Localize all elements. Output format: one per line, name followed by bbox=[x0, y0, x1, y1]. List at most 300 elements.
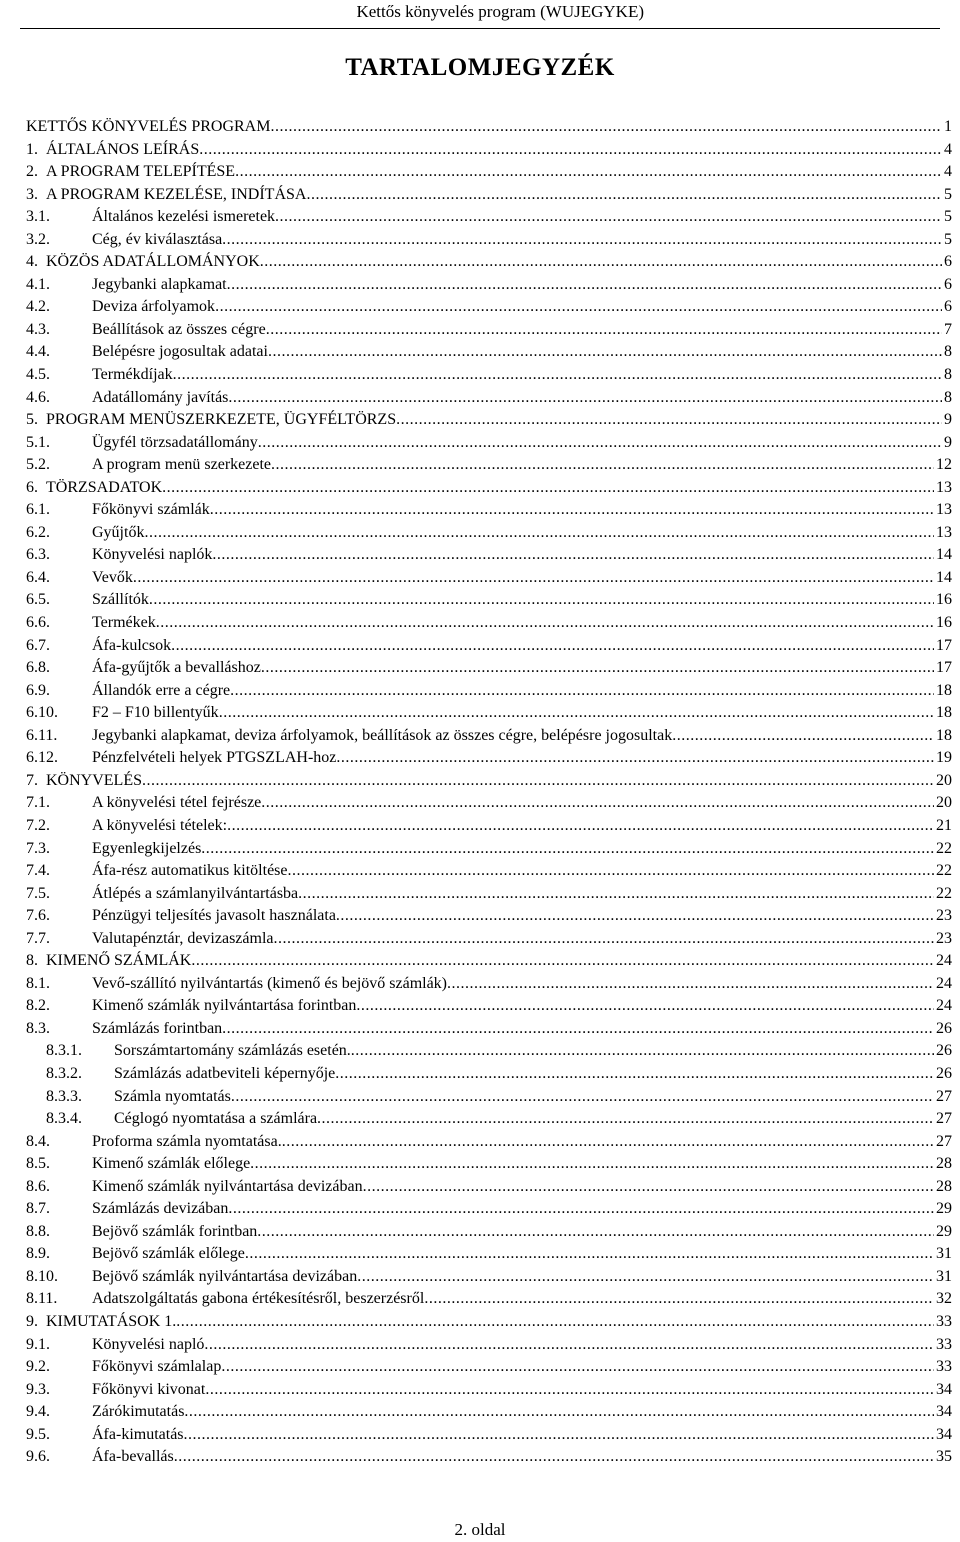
toc-dot-leader bbox=[174, 1446, 934, 1469]
toc-dot-leader bbox=[184, 1424, 934, 1447]
toc-entry-page: 26 bbox=[936, 1042, 952, 1060]
page-number: 2. oldal bbox=[454, 1520, 506, 1539]
toc-entry[interactable] bbox=[26, 274, 952, 297]
toc-entry[interactable] bbox=[26, 251, 952, 274]
toc-entry-title: Állandók erre a cégre bbox=[92, 681, 231, 699]
toc-entry-title: KETTŐS KÖNYVELÉS PROGRAM bbox=[26, 118, 271, 135]
toc-entry-page: 4 bbox=[944, 140, 952, 158]
toc-entry-number: 9.5. bbox=[26, 1425, 50, 1443]
toc-dot-leader bbox=[191, 950, 934, 973]
toc-entry-number: 9. bbox=[26, 1312, 38, 1330]
toc-entry-page: 34 bbox=[936, 1380, 952, 1398]
toc-entry[interactable] bbox=[26, 747, 952, 770]
toc-entry-page: 35 bbox=[936, 1448, 952, 1466]
toc-entry-page: 5 bbox=[944, 208, 952, 226]
toc-entry-title: Ügyfél törzsadatállomány bbox=[92, 433, 258, 451]
toc-entry-title: Gyűjtők bbox=[92, 523, 145, 541]
toc-dot-leader bbox=[250, 1153, 934, 1176]
toc-dot-leader bbox=[230, 680, 934, 703]
toc-entry[interactable] bbox=[26, 680, 952, 703]
toc-entry-title: A PROGRAM KEZELÉSE, INDÍTÁSA bbox=[46, 185, 307, 203]
toc-dot-leader bbox=[672, 725, 934, 748]
toc-entry-page: 32 bbox=[936, 1290, 952, 1308]
toc-entry-number: 8.7. bbox=[26, 1200, 50, 1218]
toc-entry-page: 33 bbox=[936, 1312, 952, 1330]
toc-entry-number: 8.3.4. bbox=[46, 1110, 82, 1128]
toc-entry-page: 12 bbox=[936, 456, 952, 474]
toc-entry-page: 21 bbox=[936, 816, 952, 834]
toc-entry-title: PROGRAM MENÜSZERKEZETE, ÜGYFÉLTÖRZS bbox=[46, 411, 397, 429]
toc-entry-title: Cég, év kiválasztása bbox=[92, 230, 223, 248]
toc-entry[interactable] bbox=[26, 229, 952, 252]
toc-dot-leader bbox=[235, 161, 942, 184]
toc-entry-number: 7.6. bbox=[26, 907, 50, 925]
toc-entry-number: 6.7. bbox=[26, 636, 50, 654]
toc-entry[interactable] bbox=[26, 1266, 952, 1289]
toc-entry-number: 8.4. bbox=[26, 1132, 50, 1150]
toc-entry-page: 26 bbox=[936, 1064, 952, 1082]
toc-entry-title: Adatszolgáltatás gabona értékesítésről, beszerzésről bbox=[92, 1290, 425, 1308]
toc-entry-page: 4 bbox=[944, 163, 952, 181]
toc-dot-leader bbox=[356, 995, 934, 1018]
toc-entry[interactable] bbox=[26, 1243, 952, 1266]
toc-dot-leader bbox=[227, 274, 942, 297]
toc-dot-leader bbox=[288, 860, 935, 883]
toc-entry[interactable] bbox=[26, 522, 952, 545]
toc-dot-leader bbox=[261, 792, 934, 815]
toc-entry[interactable] bbox=[26, 409, 952, 432]
toc-entry-number: 5.2. bbox=[26, 456, 50, 474]
toc-entry-number: 4. bbox=[26, 253, 38, 271]
toc-entry[interactable] bbox=[26, 1379, 952, 1402]
toc-dot-leader bbox=[273, 928, 934, 951]
toc-entry-title: A könyvelési tételek: bbox=[92, 816, 228, 834]
toc-entry-title: Bejövő számlák forintban bbox=[92, 1222, 258, 1240]
toc-entry-number: 6.1. bbox=[26, 501, 50, 519]
toc-dot-leader bbox=[257, 1221, 934, 1244]
toc-entry[interactable] bbox=[26, 928, 952, 951]
toc-dot-leader bbox=[219, 702, 934, 725]
toc-entry[interactable] bbox=[26, 1153, 952, 1176]
toc-entry[interactable] bbox=[26, 296, 952, 319]
toc-entry-number: 6.8. bbox=[26, 659, 50, 677]
toc-entry[interactable] bbox=[26, 364, 952, 387]
toc-entry-number: 4.4. bbox=[26, 343, 50, 361]
toc-entry-number: 7.5. bbox=[26, 884, 50, 902]
toc-dot-leader bbox=[231, 1086, 934, 1109]
toc-entry-title: Bejövő számlák előlege bbox=[92, 1245, 245, 1263]
toc-entry-number: 4.6. bbox=[26, 388, 50, 406]
toc-entry-number: 9.1. bbox=[26, 1335, 50, 1353]
toc-entry-title: TÖRZSADATOK bbox=[46, 478, 163, 496]
toc-entry-number: 8.11. bbox=[26, 1290, 58, 1308]
toc-entry-page: 7 bbox=[944, 320, 952, 338]
toc-entry[interactable] bbox=[26, 184, 952, 207]
toc-entry-title: Számlázás adatbeviteli képernyője bbox=[114, 1064, 336, 1082]
toc-entry-number: 9.6. bbox=[26, 1448, 50, 1466]
toc-entry[interactable] bbox=[26, 883, 952, 906]
toc-entry-page: 1 bbox=[944, 118, 952, 135]
toc-entry-title: KIMUTATÁSOK 1. bbox=[46, 1312, 177, 1330]
toc-entry[interactable] bbox=[26, 387, 952, 410]
toc-dot-leader bbox=[222, 229, 942, 252]
toc-dot-leader bbox=[149, 589, 934, 612]
toc-dot-leader bbox=[306, 184, 942, 207]
toc-entry[interactable] bbox=[26, 815, 952, 838]
toc-entry[interactable] bbox=[26, 1356, 952, 1379]
toc-entry[interactable] bbox=[26, 612, 952, 635]
toc-entry-number: 6.2. bbox=[26, 523, 50, 541]
toc-entry-page: 22 bbox=[936, 862, 952, 880]
toc-entry-page: 6 bbox=[944, 298, 952, 316]
toc-dot-leader bbox=[162, 477, 934, 500]
toc-entry-number: 8.1. bbox=[26, 974, 50, 992]
toc-entry[interactable] bbox=[26, 477, 952, 500]
toc-entry-number: 6. bbox=[26, 478, 38, 496]
toc-entry[interactable] bbox=[26, 635, 952, 658]
toc-entry-number: 7.2. bbox=[26, 816, 50, 834]
toc-entry-title: KÖNYVELÉS bbox=[46, 771, 142, 789]
toc-entry-number: 8.3. bbox=[26, 1019, 50, 1037]
toc-entry[interactable] bbox=[26, 657, 952, 680]
toc-entry-page: 33 bbox=[936, 1358, 952, 1376]
toc-entry-title: Kimenő számlák előlege bbox=[92, 1155, 251, 1173]
toc-entry[interactable] bbox=[26, 432, 952, 455]
toc-entry-title: Átlépés a számlanyilvántartásba bbox=[92, 884, 299, 902]
toc-entry-number: 7.3. bbox=[26, 839, 50, 857]
toc-entry-page: 19 bbox=[936, 749, 952, 767]
toc-entry-page: 20 bbox=[936, 771, 952, 789]
toc-entry-number: 2. bbox=[26, 163, 38, 181]
running-header: Kettős könyvelés program (WUJEGYKE) bbox=[356, 2, 644, 21]
toc-entry-number: 4.1. bbox=[26, 275, 50, 293]
toc-entry-title: Áfa-bevallás bbox=[92, 1448, 174, 1466]
toc-entry-page: 31 bbox=[936, 1267, 952, 1285]
toc-entry-number: 8.2. bbox=[26, 997, 50, 1015]
toc-entry-page: 18 bbox=[936, 681, 952, 699]
toc-entry[interactable] bbox=[26, 838, 952, 861]
header-rule bbox=[20, 28, 940, 29]
toc-entry[interactable] bbox=[26, 341, 952, 364]
toc-entry-page: 27 bbox=[936, 1087, 952, 1105]
toc-entry[interactable] bbox=[26, 1108, 952, 1131]
toc-entry-title: Deviza árfolyamok bbox=[92, 298, 216, 316]
toc-entry[interactable] bbox=[26, 1176, 952, 1199]
toc-entry-title: Vevők bbox=[92, 568, 133, 586]
toc-entry-title: Kimenő számlák nyilvántartása devizában bbox=[92, 1177, 363, 1195]
toc-entry-page: 9 bbox=[944, 411, 952, 429]
toc-entry-title: Számla nyomtatás bbox=[114, 1087, 231, 1105]
toc-entry-title: Adatállomány javítás bbox=[92, 388, 229, 406]
toc-entry[interactable] bbox=[26, 1424, 952, 1447]
toc-entry-number: 5.1. bbox=[26, 433, 50, 451]
toc-entry-number: 8.3.2. bbox=[46, 1064, 82, 1082]
toc-dot-leader bbox=[335, 1063, 934, 1086]
toc-entry-number: 4.3. bbox=[26, 320, 50, 338]
toc-entry-page: 24 bbox=[936, 997, 952, 1015]
toc-entry-number: 1. bbox=[26, 140, 38, 158]
toc-entry-title: Pénzfelvételi helyek PTGSZLAH-hoz bbox=[92, 749, 337, 767]
toc-dot-leader bbox=[282, 1131, 934, 1154]
toc-dot-leader bbox=[261, 657, 934, 680]
toc-entry[interactable] bbox=[26, 454, 952, 477]
toc-entry[interactable] bbox=[26, 792, 952, 815]
toc-entry-number: 5. bbox=[26, 411, 38, 429]
toc-entry[interactable] bbox=[26, 770, 952, 793]
toc-entry-page: 29 bbox=[936, 1222, 952, 1240]
toc-entry-title: Főkönyvi számlák bbox=[92, 501, 210, 519]
toc-entry-number: 8.8. bbox=[26, 1222, 50, 1240]
toc-entry[interactable] bbox=[26, 1063, 952, 1086]
toc-entry-page: 16 bbox=[936, 591, 952, 609]
toc-entry[interactable] bbox=[26, 905, 952, 928]
toc-entry-title: Számlázás devizában bbox=[92, 1200, 229, 1218]
toc-entry-page: 5 bbox=[944, 185, 952, 203]
toc-entry-page: 24 bbox=[936, 974, 952, 992]
toc-entry-title: Áfa-kimutatás bbox=[92, 1425, 184, 1443]
toc-entry-number: 8.3.1. bbox=[46, 1042, 82, 1060]
toc-entry-page: 18 bbox=[936, 704, 952, 722]
toc-dot-leader bbox=[260, 251, 942, 274]
toc-entry-title: KIMENŐ SZÁMLÁK bbox=[46, 952, 192, 970]
toc-entry-number: 7.4. bbox=[26, 862, 50, 880]
toc-entry-title: Áfa-kulcsok bbox=[92, 636, 172, 654]
toc-dot-leader bbox=[184, 1401, 934, 1424]
toc-entry-page: 8 bbox=[944, 343, 952, 361]
toc-entry-page: 31 bbox=[936, 1245, 952, 1263]
toc-entry-title: Főkönyvi kivonat bbox=[92, 1380, 206, 1398]
toc-dot-leader bbox=[210, 499, 934, 522]
toc-entry-page: 24 bbox=[936, 952, 952, 970]
toc-entry[interactable] bbox=[26, 1221, 952, 1244]
toc-entry[interactable] bbox=[26, 1311, 952, 1334]
toc-entry-number: 6.10. bbox=[26, 704, 58, 722]
toc-dot-leader bbox=[447, 973, 934, 996]
toc-entry-title: Áfa-gyűjtők a bevalláshoz bbox=[92, 659, 261, 677]
toc-entry-number: 8.9. bbox=[26, 1245, 50, 1263]
toc-entry-title: Belépésre jogosultak adatai bbox=[92, 343, 268, 361]
toc-entry[interactable] bbox=[26, 206, 952, 229]
toc-entry-title: Zárókimutatás bbox=[92, 1403, 185, 1421]
toc-entry-page: 14 bbox=[936, 568, 952, 586]
toc-entry-page: 29 bbox=[936, 1200, 952, 1218]
toc-entry-title: Könyvelési naplók bbox=[92, 546, 213, 564]
toc-entry[interactable] bbox=[26, 567, 952, 590]
toc-entry-page: 8 bbox=[944, 388, 952, 406]
page-title: TARTALOMJEGYZÉK bbox=[345, 54, 615, 81]
toc-entry-page: 23 bbox=[936, 907, 952, 925]
toc-entry-page: 34 bbox=[936, 1425, 952, 1443]
toc-entry[interactable] bbox=[26, 139, 952, 162]
toc-entry-page: 27 bbox=[936, 1110, 952, 1128]
toc-entry-title: Számlázás forintban bbox=[92, 1019, 223, 1037]
table-of-contents bbox=[26, 116, 952, 1469]
toc-entry-page: 8 bbox=[944, 366, 952, 384]
toc-entry-number: 8.6. bbox=[26, 1177, 50, 1195]
toc-entry-title: Általános kezelési ismeretek bbox=[92, 208, 276, 226]
toc-dot-leader bbox=[228, 387, 942, 410]
toc-entry-page: 9 bbox=[944, 433, 952, 451]
toc-entry-number: 6.12. bbox=[26, 749, 58, 767]
toc-entry[interactable] bbox=[26, 589, 952, 612]
toc-dot-leader bbox=[133, 567, 934, 590]
toc-dot-leader bbox=[144, 522, 934, 545]
toc-dot-leader bbox=[271, 454, 934, 477]
toc-entry-page: 28 bbox=[936, 1155, 952, 1173]
toc-entry[interactable] bbox=[26, 1040, 952, 1063]
toc-entry-page: 13 bbox=[936, 501, 952, 519]
toc-entry-number: 9.2. bbox=[26, 1358, 50, 1376]
toc-dot-leader bbox=[357, 1266, 934, 1289]
toc-dot-leader bbox=[227, 815, 934, 838]
toc-entry-page: 34 bbox=[936, 1403, 952, 1421]
toc-entry-title: Főkönyvi számlalap bbox=[92, 1358, 222, 1376]
toc-entry-title: Beállítások az összes cégre bbox=[92, 320, 266, 338]
toc-entry-number: 3. bbox=[26, 185, 38, 203]
toc-entry-number: 6.3. bbox=[26, 546, 50, 564]
toc-entry-title: Pénzügyi teljesítés javasolt használata bbox=[92, 907, 336, 925]
toc-dot-leader bbox=[351, 1040, 934, 1063]
toc-dot-leader bbox=[142, 770, 934, 793]
toc-dot-leader bbox=[221, 1356, 934, 1379]
toc-entry-page: 22 bbox=[936, 884, 952, 902]
toc-entry-page: 28 bbox=[936, 1177, 952, 1195]
toc-entry[interactable] bbox=[26, 544, 952, 567]
toc-entry-number: 3.1. bbox=[26, 208, 50, 226]
toc-entry-number: 6.5. bbox=[26, 591, 50, 609]
toc-dot-leader bbox=[363, 1176, 934, 1199]
toc-entry-number: 8.5. bbox=[26, 1155, 50, 1173]
toc-entry[interactable] bbox=[26, 1131, 952, 1154]
toc-dot-leader bbox=[258, 432, 942, 455]
toc-dot-leader bbox=[173, 364, 942, 387]
toc-dot-leader bbox=[424, 1288, 934, 1311]
toc-entry-title: Egyenlegkijelzés bbox=[92, 839, 202, 857]
toc-entry-title: Termékek bbox=[92, 614, 156, 632]
toc-entry-page: 23 bbox=[936, 929, 952, 947]
toc-entry-number: 8.10. bbox=[26, 1267, 58, 1285]
toc-entry[interactable] bbox=[26, 1401, 952, 1424]
toc-dot-leader bbox=[317, 1108, 934, 1131]
toc-entry-page: 13 bbox=[936, 523, 952, 541]
toc-entry-number: 3.2. bbox=[26, 230, 50, 248]
toc-entry-number: 6.11. bbox=[26, 726, 58, 744]
toc-entry-number: 7.1. bbox=[26, 794, 50, 812]
toc-entry-number: 8. bbox=[26, 952, 38, 970]
toc-entry-page: 13 bbox=[936, 478, 952, 496]
toc-entry-title: Áfa-rész automatikus kitöltése bbox=[92, 862, 288, 880]
toc-entry-title: Termékdíjak bbox=[92, 366, 173, 384]
toc-entry-page: 20 bbox=[936, 794, 952, 812]
toc-entry-title: Könyvelési napló bbox=[92, 1335, 205, 1353]
toc-entry-page: 6 bbox=[944, 275, 952, 293]
toc-entry-page: 5 bbox=[944, 230, 952, 248]
toc-entry[interactable] bbox=[26, 1334, 952, 1357]
toc-entry-number: 9.4. bbox=[26, 1403, 50, 1421]
toc-entry-page: 16 bbox=[936, 614, 952, 632]
toc-dot-leader bbox=[275, 206, 942, 229]
toc-entry-title: KÖZÖS ADATÁLLOMÁNYOK bbox=[46, 253, 260, 271]
toc-dot-leader bbox=[298, 883, 934, 906]
toc-entry-title: ÁLTALÁNOS LEÍRÁS bbox=[46, 140, 200, 158]
toc-entry-title: Jegybanki alapkamat bbox=[92, 275, 227, 293]
toc-entry-page: 27 bbox=[936, 1132, 952, 1150]
toc-entry-number: 7. bbox=[26, 771, 38, 789]
toc-dot-leader bbox=[176, 1311, 934, 1334]
toc-dot-leader bbox=[171, 635, 934, 658]
toc-entry-title: Kimenő számlák nyilvántartása forintban bbox=[92, 997, 357, 1015]
toc-entry-page: 18 bbox=[936, 726, 952, 744]
toc-entry[interactable] bbox=[26, 161, 952, 184]
toc-entry[interactable] bbox=[26, 499, 952, 522]
toc-entry-title: A PROGRAM TELEPÍTÉSE bbox=[46, 163, 236, 181]
toc-entry-page: 17 bbox=[936, 659, 952, 677]
toc-entry[interactable] bbox=[26, 1446, 952, 1469]
toc-entry-title: Szállítók bbox=[92, 591, 149, 609]
toc-entry-title: Vevő-szállító nyilvántartás (kimenő és bejövő számlák) bbox=[92, 974, 448, 992]
toc-entry[interactable] bbox=[26, 1018, 952, 1041]
toc-entry-number: 9.3. bbox=[26, 1380, 50, 1398]
toc-entry[interactable] bbox=[26, 860, 952, 883]
toc-entry[interactable] bbox=[26, 973, 952, 996]
toc-dot-leader bbox=[222, 1018, 934, 1041]
toc-dot-leader bbox=[215, 296, 942, 319]
toc-entry-title: Proforma számla nyomtatása. bbox=[92, 1132, 282, 1150]
toc-entry-page: 14 bbox=[936, 546, 952, 564]
toc-dot-leader bbox=[268, 341, 942, 364]
toc-entry-number: 6.6. bbox=[26, 614, 50, 632]
toc-entry[interactable] bbox=[26, 1198, 952, 1221]
toc-entry-title: A könyvelési tétel fejrésze bbox=[92, 794, 262, 812]
toc-entry[interactable] bbox=[26, 319, 952, 342]
toc-entry-number: 8.3.3. bbox=[46, 1087, 82, 1105]
toc-entry-page: 22 bbox=[936, 839, 952, 857]
toc-dot-leader bbox=[266, 319, 942, 342]
toc-dot-leader bbox=[204, 1334, 934, 1357]
toc-dot-leader bbox=[336, 905, 934, 928]
toc-dot-leader bbox=[212, 544, 934, 567]
toc-entry-number: 6.9. bbox=[26, 681, 50, 699]
toc-entry[interactable] bbox=[26, 1086, 952, 1109]
toc-entry-page: 6 bbox=[944, 253, 952, 271]
toc-dot-leader bbox=[396, 409, 942, 432]
toc-dot-leader bbox=[156, 612, 934, 635]
toc-entry[interactable] bbox=[26, 995, 952, 1018]
toc-entry-page: 26 bbox=[936, 1019, 952, 1037]
toc-entry-number: 4.5. bbox=[26, 366, 50, 384]
toc-entry[interactable] bbox=[26, 950, 952, 973]
toc-entry-title: Valutapénztár, devizaszámla bbox=[92, 929, 274, 947]
toc-entry[interactable] bbox=[26, 725, 952, 748]
toc-dot-leader bbox=[199, 139, 942, 162]
toc-entry-title: Bejövő számlák nyilvántartása devizában bbox=[92, 1267, 358, 1285]
toc-dot-leader bbox=[245, 1243, 934, 1266]
toc-entry-title: A program menü szerkezete bbox=[92, 456, 272, 474]
toc-entry-title: Sorszámtartomány számlázás esetén. bbox=[114, 1042, 351, 1060]
toc-entry-number: 4.2. bbox=[26, 298, 50, 316]
toc-dot-leader bbox=[270, 116, 942, 139]
toc-dot-leader bbox=[336, 747, 934, 770]
toc-dot-leader bbox=[201, 838, 934, 861]
toc-entry-page: 33 bbox=[936, 1335, 952, 1353]
toc-entry-title: Jegybanki alapkamat, deviza árfolyamok, beállítások az összes cégre, belépésre jogosultak bbox=[92, 726, 673, 744]
toc-entry[interactable] bbox=[26, 1288, 952, 1311]
toc-entry[interactable] bbox=[26, 702, 952, 725]
toc-dot-leader bbox=[205, 1379, 934, 1402]
toc-entry-title: Céglogó nyomtatása a számlára bbox=[114, 1110, 318, 1128]
toc-entry-number: 6.4. bbox=[26, 568, 50, 586]
toc-entry[interactable] bbox=[26, 116, 952, 139]
